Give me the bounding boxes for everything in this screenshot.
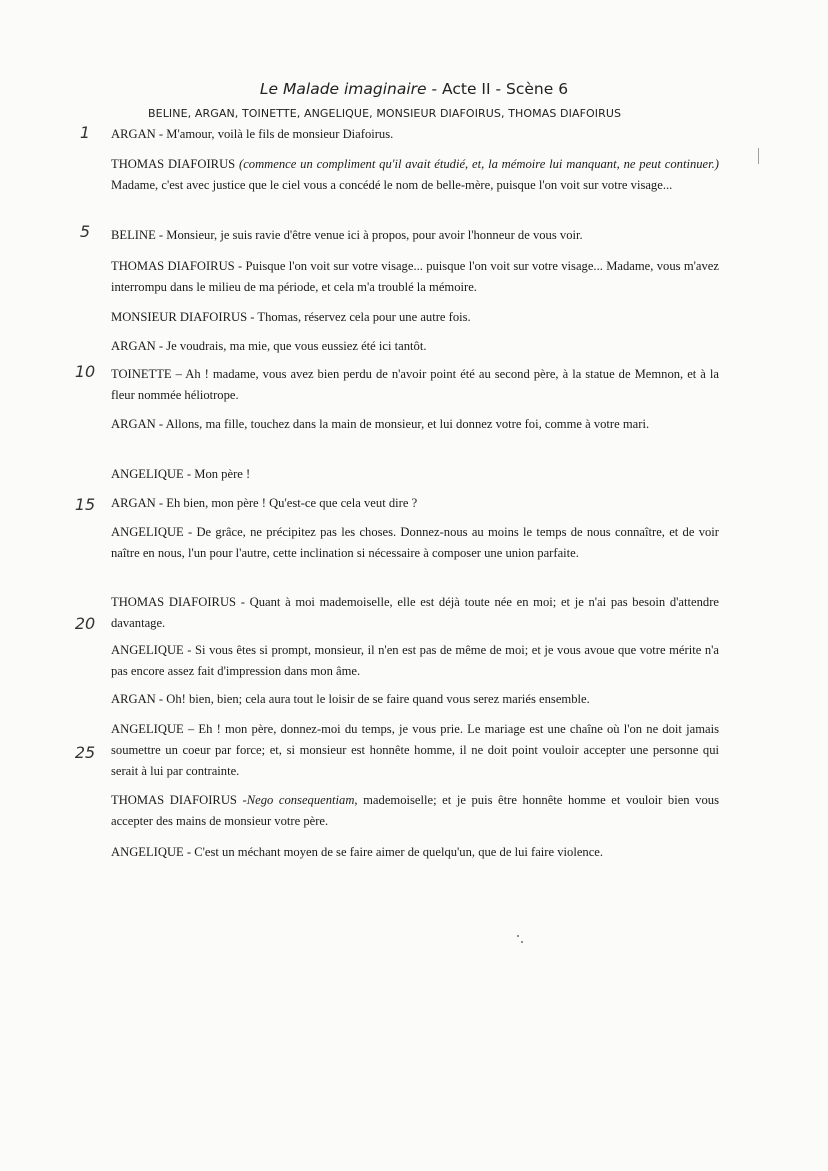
line-text: Oh! bien, bien; cela aura tout le loisir de se faire quand vous serez mariés ensemble. bbox=[163, 692, 590, 706]
speaker: ANGELIQUE – bbox=[111, 722, 195, 736]
speaker: ANGELIQUE - bbox=[111, 643, 192, 657]
dialogue-line bbox=[111, 522, 719, 564]
speaker: THOMAS DIAFOIRUS bbox=[111, 157, 239, 171]
dialogue-line bbox=[111, 689, 719, 710]
speaker: MONSIEUR DIAFOIRUS - bbox=[111, 310, 255, 324]
dialogue-line bbox=[111, 719, 719, 782]
dialogue-line bbox=[111, 592, 719, 634]
page-title bbox=[0, 80, 828, 98]
line-text: Monsieur, je suis ravie d'être venue ici à propos, pour avoir l'honneur de vous voir. bbox=[163, 228, 583, 242]
line-text: De grâce, ne précipitez pas les choses. Donnez-nous au moins le temps de nous connaître, et de voir naître en nous, l'un pour l'autre, cette inclination si nécessaire à composer une union parfaite. bbox=[111, 525, 719, 560]
scan-speck bbox=[521, 941, 523, 943]
line-text: Thomas, réservez cela pour une autre fois. bbox=[254, 310, 471, 324]
dialogue-line bbox=[111, 790, 719, 832]
dialogue-line bbox=[111, 124, 719, 145]
speaker: ANGELIQUE - bbox=[111, 525, 193, 539]
speaker: THOMAS DIAFOIRUS - bbox=[111, 259, 243, 273]
line-text: C'est un méchant moyen de se faire aimer de quelqu'un, que de lui faire violence. bbox=[191, 845, 604, 859]
line-number: 10 bbox=[74, 362, 96, 381]
speaker: ANGELIQUE - bbox=[111, 467, 192, 481]
title-act-scene: - Acte II - Scène 6 bbox=[426, 80, 569, 98]
dialogue-line bbox=[111, 414, 719, 435]
dialogue-line bbox=[111, 493, 719, 514]
dialogue-line bbox=[111, 640, 719, 682]
dialogue-line bbox=[111, 364, 719, 406]
line-text: Si vous êtes si prompt, monsieur, il n'en est pas de même de moi; et je vous avoue que votre mérite n'a pas encore assez fait d'impression dans mon âme. bbox=[111, 643, 719, 678]
speaker: THOMAS DIAFOIRUS - bbox=[111, 595, 245, 609]
line-text: Mon père ! bbox=[191, 467, 251, 481]
speaker: ARGAN - bbox=[111, 417, 164, 431]
line-text: mademoiselle; et je puis être honnête homme et vouloir bien vous accepter des mains de monsieur votre père. bbox=[111, 793, 719, 828]
speaker: ARGAN - bbox=[111, 127, 164, 141]
line-text: Eh ! mon père, donnez-moi du temps, je vous prie. Le mariage est une chaîne où l'on ne doit jamais soumettre un coeur par force; et, si monsieur est honnête homme, il ne doit point vouloir accepter une personne qui serait à lui par contrainte. bbox=[111, 722, 719, 778]
dialogue-line bbox=[111, 256, 719, 298]
dialogue-line bbox=[111, 154, 719, 196]
line-text: M'amour, voilà le fils de monsieur Diafoirus. bbox=[163, 127, 394, 141]
line-number: 1 bbox=[79, 123, 91, 142]
speaker: ARGAN - bbox=[111, 692, 164, 706]
speaker: BELINE - bbox=[111, 228, 164, 242]
line-text: Je voudrais, ma mie, que vous eussiez été ici tantôt. bbox=[163, 339, 427, 353]
speaker: ARGAN - bbox=[111, 339, 164, 353]
dialogue-line bbox=[111, 336, 719, 357]
line-text: Puisque l'on voit sur votre visage... puisque l'on voit sur votre visage... Madame, vous m'avez interrompu dans le milieu de ma période, et cela m'a troublé la mémoire. bbox=[111, 259, 719, 294]
speaker: ARGAN - bbox=[111, 496, 164, 510]
line-number: 25 bbox=[74, 743, 96, 762]
dialogue-line bbox=[111, 307, 719, 328]
speaker: TOINETTE – bbox=[111, 367, 182, 381]
dialogue-line bbox=[111, 225, 719, 246]
dialogue-line bbox=[111, 842, 719, 863]
line-text: Eh bien, mon père ! Qu'est-ce que cela veut dire ? bbox=[163, 496, 418, 510]
line-text: Madame, c'est avec justice que le ciel vous a concédé le nom de belle-mère, puisque l'on voit sur votre visage... bbox=[111, 178, 673, 192]
dialogue-line bbox=[111, 464, 719, 485]
line-number: 15 bbox=[74, 495, 96, 514]
line-text: Quant à moi mademoiselle, elle est déjà toute née en moi; et je n'ai pas besoin d'attendre davantage. bbox=[111, 595, 719, 630]
stage-direction: (commence un compliment qu'il avait étudié, et, la mémoire lui manquant, ne peut continuer.) bbox=[239, 157, 719, 171]
scan-speck bbox=[758, 148, 759, 164]
scan-speck bbox=[517, 935, 519, 937]
stage-direction: Nego consequentiam, bbox=[246, 793, 358, 807]
cast-list: BELINE, ARGAN, TOINETTE, ANGELIQUE, MONSIEUR DIAFOIRUS, THOMAS DIAFOIRUS bbox=[148, 107, 622, 120]
title-play-name: Le Malade imaginaire bbox=[259, 80, 427, 98]
speaker: THOMAS DIAFOIRUS - bbox=[111, 793, 247, 807]
line-text: Ah ! madame, vous avez bien perdu de n'avoir point été au second père, à la statue de Memnon, et à la fleur nommée héliotrope. bbox=[111, 367, 719, 402]
line-number: 5 bbox=[79, 222, 91, 241]
speaker: ANGELIQUE - bbox=[111, 845, 192, 859]
line-text: Allons, ma fille, touchez dans la main de monsieur, et lui donnez votre foi, comme à votre mari. bbox=[163, 417, 650, 431]
line-number: 20 bbox=[74, 614, 96, 633]
